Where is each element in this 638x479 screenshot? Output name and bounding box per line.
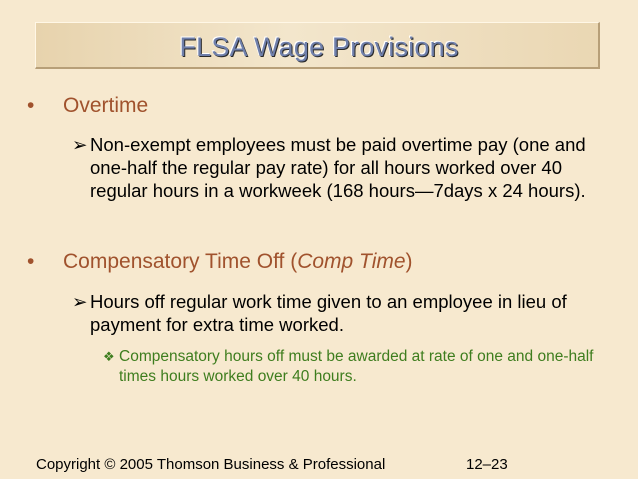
footer-copyright: Copyright © 2005 Thomson Business & Professional (36, 456, 386, 473)
bullet-label: Compensatory Time Off (Comp Time) (63, 250, 413, 273)
bullet-dot-icon: • (27, 94, 35, 117)
subsubbullet-text: Compensatory hours off must be awarded at rate of one and one-half times hours worked over 40 hours. (119, 348, 594, 385)
slide-title: FLSA Wage Provisions (179, 32, 459, 62)
footer-slide-number: 12–23 (466, 456, 508, 473)
diamond-bullet-icon: ❖ (103, 349, 115, 364)
arrow-bullet-icon: ➢ (72, 134, 88, 155)
subbullet-text: Hours off regular work time given to an employee in lieu of payment for extra time worked. (90, 291, 567, 335)
bullet-dot-icon: • (27, 250, 35, 273)
subbullet-text: Non-exempt employees must be paid overtime pay (one and one-half the regular pay rate) for all hours worked over 40 regular hours in a workweek (168 hours—7days x 24 hours). (90, 134, 586, 201)
arrow-bullet-icon: ➢ (72, 291, 88, 312)
bullet-label: Overtime (63, 94, 149, 117)
